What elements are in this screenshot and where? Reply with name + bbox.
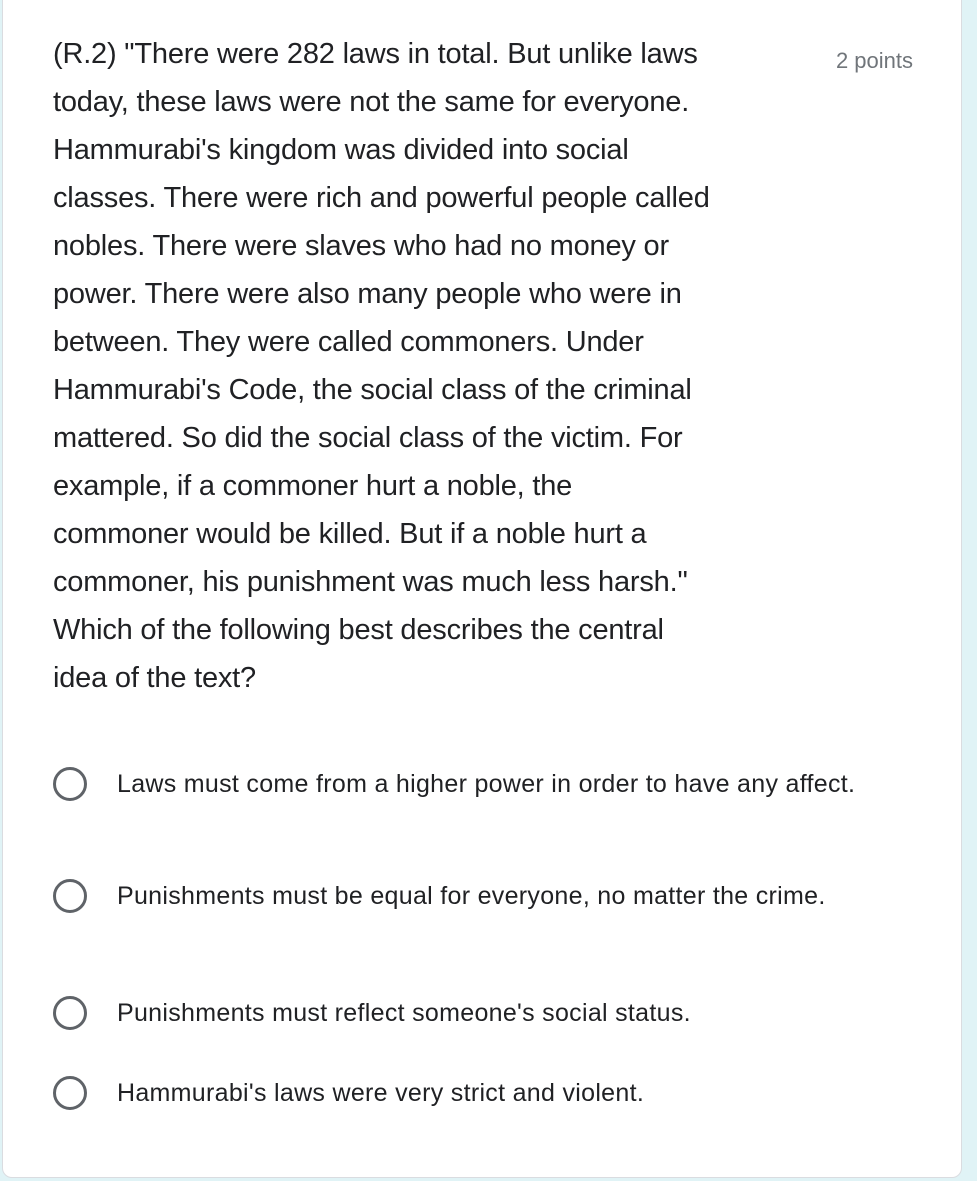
- radio-button-icon[interactable]: [53, 879, 87, 913]
- radio-button-icon[interactable]: [53, 767, 87, 801]
- option-3[interactable]: [53, 993, 883, 1033]
- question-card: [2, 0, 962, 1178]
- radio-button-icon[interactable]: [53, 996, 87, 1030]
- option-label[interactable]: Laws must come from a higher power in order to have any affect.: [117, 770, 856, 798]
- option-label[interactable]: Punishments must reflect someone's social status.: [117, 999, 691, 1027]
- points-label: 2 points: [835, 48, 913, 73]
- option-4[interactable]: [53, 1073, 883, 1113]
- option-1[interactable]: [53, 764, 883, 804]
- option-label[interactable]: Punishments must be equal for everyone, no matter the crime.: [117, 882, 826, 910]
- question-text: (R.2) "There were 282 laws in total. But unlike laws today, these laws were not the same for everyone. Hammurabi's kingdom was divided into social classes. There were rich and powerful people called nobles. There were slaves who had no money or power. There were also many people who were in between. They were called commoners. Under Hammurabi's Code, the social class of the criminal mattered. So did the social class of the victim. For example, if a commoner hurt a noble, the commoner would be killed. But if a noble hurt a commoner, his punishment was much less harsh." Which of the following best describes the central idea of the text?: [53, 38, 710, 694]
- radio-button-icon[interactable]: [53, 1076, 87, 1110]
- option-2[interactable]: [53, 876, 883, 916]
- option-label[interactable]: Hammurabi's laws were very strict and violent.: [117, 1079, 645, 1107]
